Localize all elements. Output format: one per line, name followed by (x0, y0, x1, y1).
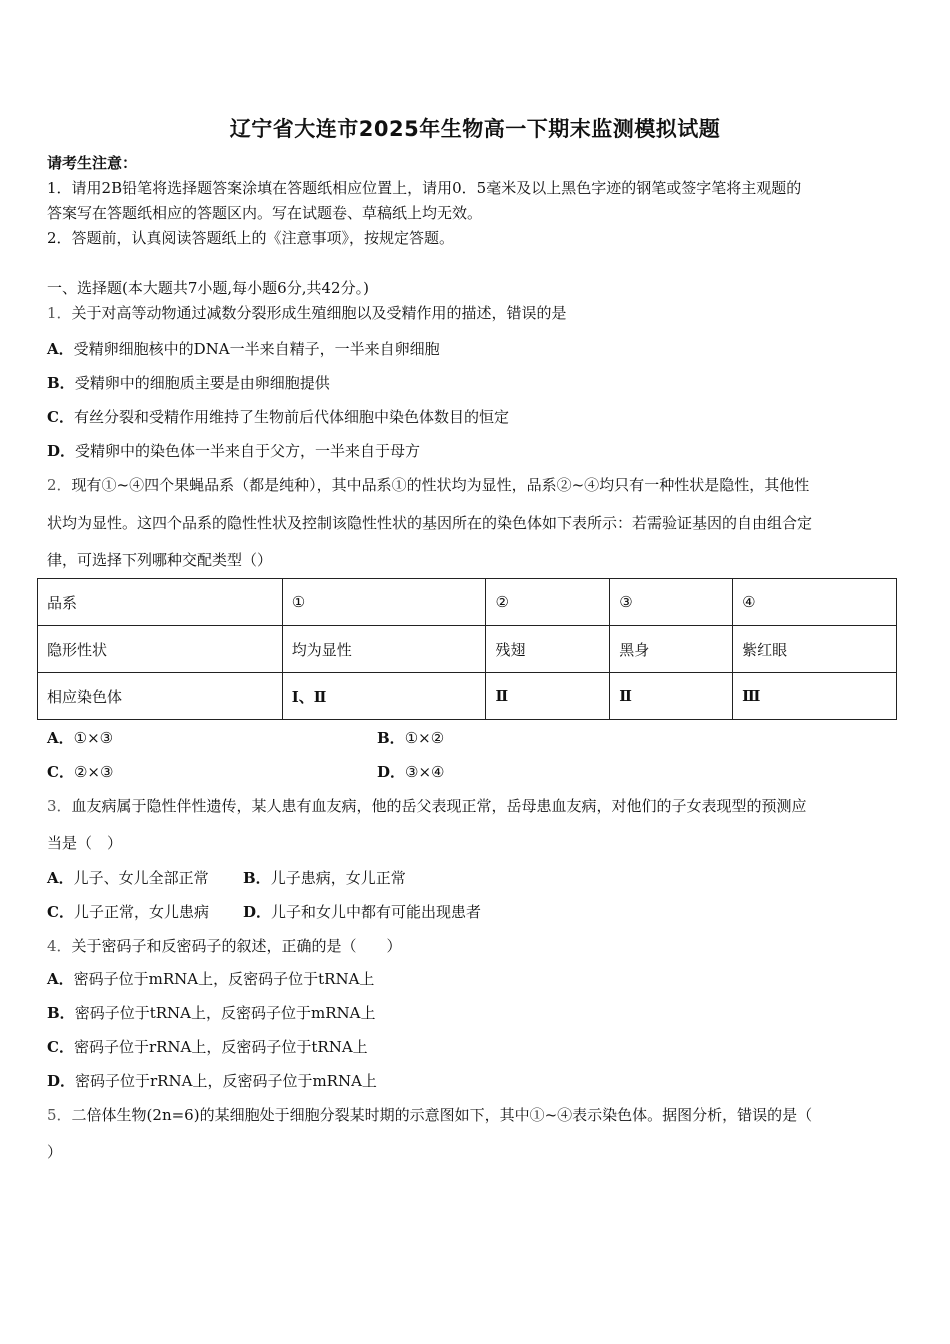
table-row (38, 626, 897, 673)
q1-option-a: A．受精卵细胞核中的DNA一半来自精子，一半来自卵细胞 (47, 340, 440, 358)
notice-item-2: 2．答题前，认真阅读答题纸上的《注意事项》，按规定答题。 (47, 229, 455, 247)
question-number: 1． (47, 304, 72, 322)
q4-option-b: B．密码子位于tRNA上，反密码子位于mRNA上 (47, 1004, 376, 1022)
page-title: 辽宁省大连市2025年生物高一下期末监测模拟试题 (229, 117, 721, 141)
question-stem: 关于对高等动物通过减数分裂形成生殖细胞以及受精作用的描述，错误的是 (71, 304, 567, 322)
table-cell: 相应染色体 (38, 673, 283, 720)
table-cell: ④ (733, 579, 897, 626)
table-cell: ① (282, 579, 486, 626)
question-1 (47, 302, 567, 323)
table-cell: 紫红眼 (733, 626, 897, 673)
notice-item-1-line-1: 1．请用2B铅笔将选择题答案涂填在答题纸相应位置上，请用0．5毫米及以上黑色字迹的钢笔或签字笔将主观题的 (47, 179, 802, 197)
section-heading: 一、选择题(本大题共7小题,每小题6分,共42分。) (47, 279, 369, 297)
table-cell: 黑身 (610, 626, 733, 673)
table-cell: 残翅 (486, 626, 610, 673)
q2-option-c: C．②×③ (47, 763, 114, 781)
question-number: 5． (47, 1106, 72, 1124)
q4-option-d: D．密码子位于rRNA上，反密码子位于mRNA上 (47, 1072, 377, 1090)
question-5-line-1: 5．二倍体生物(2n=6)的某细胞处于细胞分裂某时期的示意图如下，其中①~④表示染色体。据图分析，错误的是（ (47, 1106, 813, 1124)
notice-heading: 请考生注意： (47, 154, 138, 172)
notice-item-1-line-2: 答案写在答题纸相应的答题区内。写在试题卷、草稿纸上均无效。 (47, 204, 483, 222)
question-3-line-1: 3．血友病属于隐性伴性遗传，某人患有血友病，他的岳父表现正常，岳母患血友病，对他们的子女表现型的预测应 (47, 797, 807, 815)
strain-table (37, 578, 897, 720)
q2-option-d: D．③×④ (377, 763, 445, 781)
table-row (38, 579, 897, 626)
table-cell: 品系 (38, 579, 283, 626)
table-cell: ③ (610, 579, 733, 626)
question-2-line-3: 律，可选择下列哪种交配类型（） (47, 551, 273, 569)
question-4: 4．关于密码子和反密码子的叙述，正确的是（ ） (47, 937, 402, 955)
q1-option-c: C．有丝分裂和受精作用维持了生物前后代体细胞中染色体数目的恒定 (47, 408, 509, 426)
table-cell: Ⅱ (486, 673, 610, 720)
q2-option-b: B．①×② (377, 729, 445, 747)
table-cell: Ⅱ (610, 673, 733, 720)
table-cell: Ⅲ (733, 673, 897, 720)
q1-option-b: B．受精卵中的细胞质主要是由卵细胞提供 (47, 374, 330, 392)
question-5-line-2: ） (47, 1143, 63, 1161)
question-2-line-2: 状均为显性。这四个品系的隐性性状及控制该隐性性状的基因所在的染色体如下表所示：若需验证基因的自由组合定 (47, 514, 813, 532)
q4-option-c: C．密码子位于rRNA上，反密码子位于tRNA上 (47, 1038, 368, 1056)
table-cell: ② (486, 579, 610, 626)
q4-option-a: A．密码子位于mRNA上，反密码子位于tRNA上 (47, 970, 375, 988)
question-number: 3． (47, 797, 72, 815)
question-number: 4． (47, 937, 72, 955)
q2-option-a: A．①×③ (47, 729, 114, 747)
table-row (38, 673, 897, 720)
q1-option-d: D．受精卵中的染色体一半来自于父方，一半来自于母方 (47, 442, 421, 460)
q3-option-d: D．儿子和女儿中都有可能出现患者 (243, 903, 482, 921)
question-number: 2． (47, 476, 72, 494)
table-cell: 隐形性状 (38, 626, 283, 673)
table-cell: 均为显性 (282, 626, 486, 673)
question-3-line-2: 当是（ ） (47, 834, 123, 852)
q3-option-b: B．儿子患病，女儿正常 (243, 869, 406, 887)
table-cell: Ⅰ、Ⅱ (282, 673, 486, 720)
question-2-line-1: 2．现有①~④四个果蝇品系（都是纯种），其中品系①的性状均为显性，品系②~④均只有一种性状是隐性，其他性 (47, 476, 810, 494)
q3-option-c: C．儿子正常，女儿患病 (47, 903, 209, 921)
q3-option-a: A．儿子、女儿全部正常 (47, 869, 209, 887)
